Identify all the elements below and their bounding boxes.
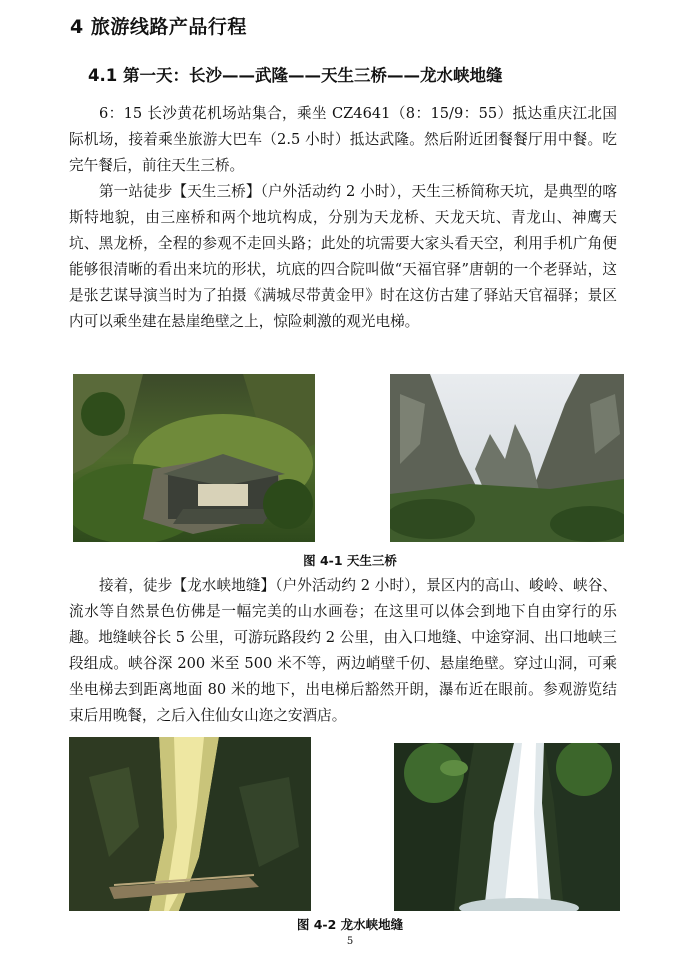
page-number: 5: [346, 936, 354, 947]
paragraph-3: 接着，徒步【龙水峡地缝】（户外活动约 2 小时），景区内的高山、峻岭、峡谷、流水等自然景色仿佛是一幅完美的山水画卷；在这里可以体会到地下自由穿行的乐趣。地缝峡谷长 5 公里，可游玩路段约 2 公里，由入口地缝、中途穿洞、出口地峡三段组成。峡谷深 200 米至 500 米不等，两边峭壁千仞、悬崖绝壁。穿过山洞，可乘坐电梯去到距离地面 80 米的地下，出电梯后豁然开朗，瀑布近在眼前。参观游览结束后用晚餐，之后入住仙女山迩之安酒店。: [69, 577, 617, 724]
paragraph-1: 6：15 长沙黄花机场站集合，乘坐 CZ4641（8：15/9：55）抵达重庆江北国际机场，接着乘坐旅游大巴车（2.5 小时）抵达武隆。然后附近团餐餐厅用中餐。吃完午餐后，前往天生三桥。: [69, 105, 617, 174]
paragraph-2: 第一站徒步【天生三桥】（户外活动约 2 小时），天生三桥简称天坑，是典型的喀斯特地貌，由三座桥和两个地坑构成，分别为天龙桥、天龙天坑、青龙山、神鹰天坑、黑龙桥，全程的参观不走回头路；此处的坑需要大家头看天空，利用手机广角便能够很清晰的看出来坑的形状，坑底的四合院叫做“天福官驿”唐朝的一个老驿站，这是张艺谋导演当时为了拍摄《满城尽带黄金甲》时在这仿古建了驿站天官福驿；景区内可以乘坐建在悬崖绝壁之上，惊险刺激的观光电梯。: [69, 183, 617, 330]
tiansheng-courtyard-photo: [73, 374, 315, 542]
section-title: 4 旅游线路产品行程: [70, 16, 247, 38]
longshui-waterfall-photo: [394, 743, 620, 911]
section-subtitle: 4.1 第一天：长沙——武隆——天生三桥——龙水峡地缝: [88, 66, 503, 85]
tiansheng-cliffs-photo: [390, 374, 624, 542]
figure-caption-1: 图 4-1 天生三桥: [303, 553, 397, 568]
longshui-gorge-photo: [69, 737, 311, 911]
figure-caption-2: 图 4-2 龙水峡地缝: [296, 917, 404, 932]
